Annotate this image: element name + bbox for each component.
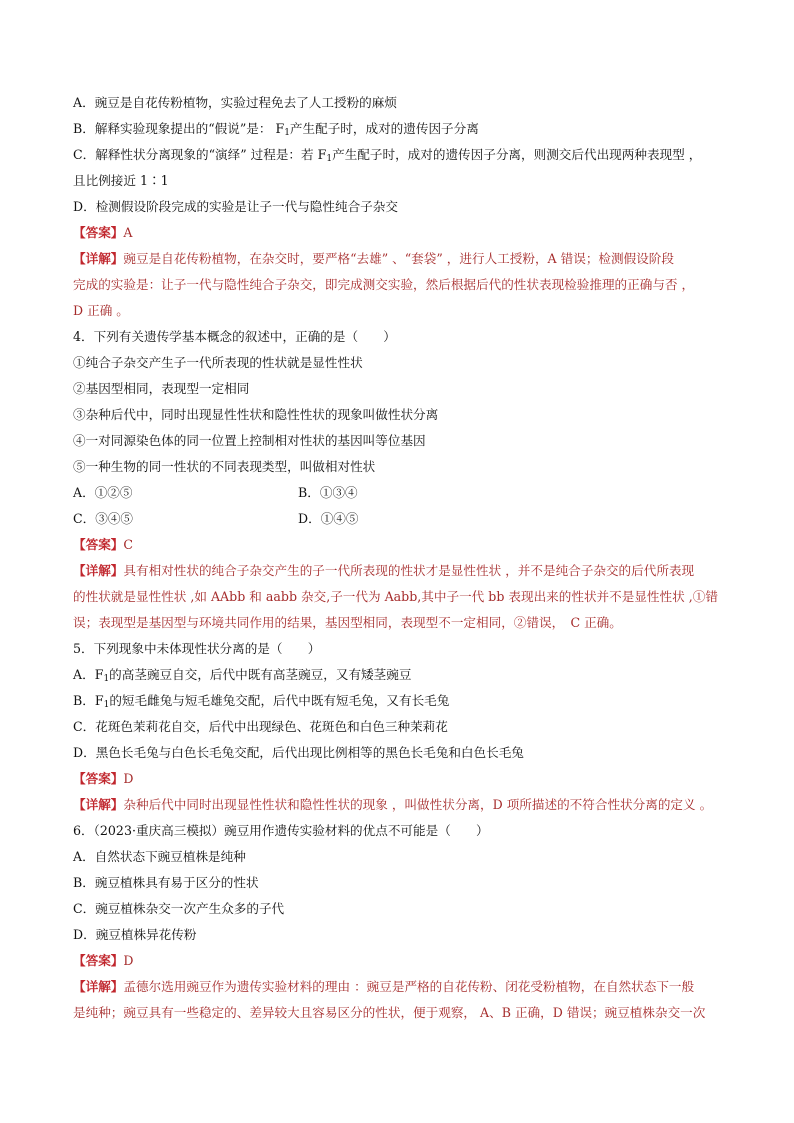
q4-option-b: B．①③④ — [298, 485, 358, 500]
q4-statement-5: ⑤一种生物的同一性状的不同表现类型，叫做相对性状 — [73, 459, 376, 474]
q4-answer: 【答案】C — [73, 537, 134, 552]
q4-stem: 4．下列有关遗传学基本概念的叙述中，正确的是（ ） — [73, 329, 396, 344]
q6-option-a: A．自然状态下豌豆植株是纯种 — [73, 849, 246, 864]
q5-option-b: B．$F_1$的短毛雌兔与短毛雄兔交配，后代中既有短毛兔，又有长毛兔 — [73, 693, 450, 710]
q6-option-b: B．豌豆植株具有易于区分的性状 — [73, 875, 259, 890]
q4-option-c: C．③④⑤ — [73, 511, 134, 526]
q3-option-a: A．豌豆是自花传粉植物，实验过程免去了人工授粉的麻烦 — [73, 95, 397, 110]
q3-option-b: B．解释实验现象提出的“假说”是： $F_1$产生配子时，成对的遗传因子分离 — [73, 121, 479, 138]
q4-explanation-line2: 的性状就是显性性状 ,如 AAbb 和 aabb 杂交,子一代为 Aabb,其中子一代 bb 表现出来的性状并不是显性性状 ,①错 — [73, 589, 718, 604]
q5-explanation-line1: 【详解】杂种后代中同时出现显性性状和隐性性状的现象 ，叫做性状分离，D 项所描述的不符合性状分离的定义 。 — [73, 797, 713, 812]
q3-option-c: C．解释性状分离现象的“演绎” 过程是：若 $F_1$产生配子时，成对的遗传因子分离，则测交后代出现两种表现型 ， — [73, 147, 702, 164]
q6-stem: 6．（2023·重庆高三模拟）豌豆用作遗传实验材料的优点不可能是（ ） — [73, 823, 489, 838]
q5-stem: 5．下列现象中未体现性状分离的是（ ） — [73, 641, 321, 656]
q3-explanation-line3: D 正确 。 — [73, 303, 129, 318]
q3-explanation-line2: 完成的实验是：让子一代与隐性纯合子杂交，即完成测交实验，然后根据后代的性状表现检验推理的正确与否 ， — [73, 277, 695, 292]
q4-option-d: D．①④⑤ — [298, 511, 359, 526]
q4-statement-2: ②基因型相同，表现型一定相同 — [73, 381, 250, 396]
q3-option-c-cont: 且比例接近 1∶1 — [73, 173, 169, 188]
q5-answer: 【答案】D — [73, 771, 134, 786]
q5-option-c: C．花斑色茉莉花自交，后代中出现绿色、花斑色和白色三种茉莉花 — [73, 719, 448, 734]
q6-explanation-line2: 是纯种；豌豆具有一些稳定的、差异较大且容易区分的性状，便于观察， A、B 正确，D 错误；豌豆植株杂交一次 — [73, 1005, 706, 1020]
q4-options-row1 — [73, 485, 733, 501]
q3-option-d: D．检测假设阶段完成的实验是让子一代与隐性纯合子杂交 — [73, 199, 398, 214]
q6-option-c: C．豌豆植株杂交一次产生众多的子代 — [73, 901, 285, 916]
q6-explanation-line1: 【详解】孟德尔选用豌豆作为遗传实验材料的理由 ：豌豆是严格的自花传粉、闭花受粉植物，在自然状态下一般 — [73, 979, 695, 994]
q4-explanation-line1: 【详解】具有相对性状的纯合子杂交产生的子一代所表现的性状才是显性性状 ，并不是纯合子杂交的后代所表现 — [73, 563, 695, 578]
q5-option-a: A．$F_1$的高茎豌豆自交，后代中既有高茎豌豆，又有矮茎豌豆 — [73, 667, 412, 684]
q4-statement-3: ③杂种后代中，同时出现显性性状和隐性性状的现象叫做性状分离 — [73, 407, 439, 422]
q4-option-a: A．①②⑤ — [73, 485, 133, 500]
q4-explanation-line3: 误；表现型是基因型与环境共同作用的结果，基因型相同，表现型不一定相同，②错误， C 正确。 — [73, 615, 622, 630]
q4-statement-4: ④一对同源染色体的同一位置上控制相对性状的基因叫等位基因 — [73, 433, 426, 448]
q3-explanation-line1: 【详解】豌豆是自花传粉植物，在杂交时，要严格“去雄” 、“套袋” ，进行人工授粉，A 错误；检测假设阶段 — [73, 251, 674, 266]
q3-answer: 【答案】A — [73, 225, 133, 240]
q4-options-row2 — [73, 511, 733, 527]
q4-statement-1: ①纯合子杂交产生子一代所表现的性状就是显性性状 — [73, 355, 363, 370]
q5-option-d: D．黑色长毛兔与白色长毛兔交配，后代出现比例相等的黑色长毛兔和白色长毛兔 — [73, 745, 524, 760]
q6-option-d: D．豌豆植株异花传粉 — [73, 927, 197, 942]
q6-answer: 【答案】D — [73, 953, 134, 968]
